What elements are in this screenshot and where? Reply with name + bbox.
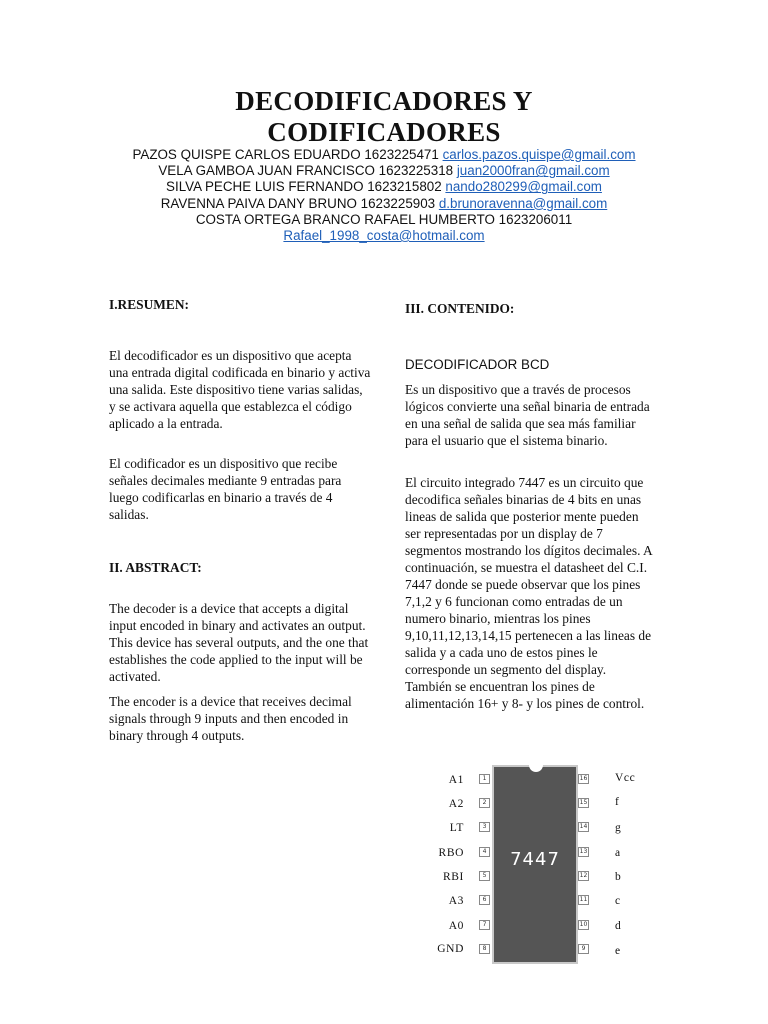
ic-notch xyxy=(529,764,543,772)
pin-label: A3 xyxy=(448,895,464,907)
author-line: VELA GAMBOA JUAN FRANCISCO 1623225318 juan2000fran@gmail.com xyxy=(158,163,610,179)
pin-number: 14 xyxy=(579,823,588,830)
pin-number: 11 xyxy=(579,896,588,903)
title-line-1: DECODIFICADORES Y xyxy=(235,86,533,116)
author-email-link[interactable]: d.brunoravenna@gmail.com xyxy=(438,195,608,211)
pin-number: 9 xyxy=(578,944,589,954)
pin-label: RBO xyxy=(438,847,464,859)
pin-label: Vcc xyxy=(615,772,636,784)
pin-label: LT xyxy=(449,822,464,834)
pin-label: RBI xyxy=(443,871,464,883)
author-line: RAVENNA PAIVA DANY BRUNO 1623225903 d.brunoravenna@gmail.com xyxy=(160,195,608,211)
ic-label: 7447 xyxy=(510,849,560,870)
abstract-paragraph-2: The encoder is a device that receives decimal signals through 9 inputs and then encoded in binary through 4 outputs. xyxy=(109,694,352,743)
pin-number: 8 xyxy=(479,944,490,954)
pin-number: 16 xyxy=(579,775,588,782)
pin-label: A1 xyxy=(448,774,464,786)
pin-number: 15 xyxy=(579,799,588,806)
pin-number: 5 xyxy=(479,871,490,881)
decodificador-bcd-subheading: DECODIFICADOR BCD xyxy=(405,357,550,372)
author-line: SILVA PECHE LUIS FERNANDO 1623215802 nando280299@gmail.com xyxy=(166,179,602,195)
title-line-2: CODIFICADORES xyxy=(267,117,501,147)
contenido-heading: III. CONTENIDO: xyxy=(405,301,515,316)
pin-label: A2 xyxy=(448,798,464,810)
ic-7447-pinout-diagram xyxy=(412,760,652,970)
pin-number: 7 xyxy=(479,920,490,930)
pin-label: d xyxy=(615,920,622,932)
author-email-link[interactable]: Rafael_1998_costa@hotmail.com xyxy=(283,228,485,244)
pin-number: 6 xyxy=(479,895,490,905)
author-email-link[interactable]: juan2000fran@gmail.com xyxy=(456,163,610,179)
pin-number: 12 xyxy=(579,872,588,879)
author-email-link[interactable]: carlos.pazos.quispe@gmail.com xyxy=(442,147,636,162)
resumen-heading: I.RESUMEN: xyxy=(109,297,189,312)
ic-body xyxy=(492,765,578,964)
author-list xyxy=(0,147,768,244)
abstract-paragraph-1: The decoder is a device that accepts a digital input encoded in binary and activates an output. This device has several outputs, and the one that establishes the code applied to the input will be activated. xyxy=(109,601,369,684)
contenido-paragraph-1: Es un dispositivo que a través de procesos lógicos convierte una señal binaria de entrada en una señal de salida que sea más familiar para el usuario que el sistema binario. xyxy=(405,382,650,448)
pin-number: 2 xyxy=(479,798,490,808)
author-line: PAZOS QUISPE CARLOS EDUARDO 1623225471 carlos.pazos.quispe@gmail.com xyxy=(132,147,636,162)
pin-label: a xyxy=(615,847,621,859)
pin-label: A0 xyxy=(448,920,464,932)
pin-number: 4 xyxy=(479,847,490,857)
pin-number: 1 xyxy=(479,774,490,784)
pin-label: g xyxy=(615,822,622,834)
author-email-link[interactable]: nando280299@gmail.com xyxy=(445,179,602,195)
pin-label: e xyxy=(615,945,621,957)
resumen-paragraph-2: El codificador es un dispositivo que recibe señales decimales mediante 9 entradas para luego codificarlas en binario a través de 4 salidas. xyxy=(109,456,342,522)
contenido-paragraph-2: El circuito integrado 7447 es un circuito que decodifica señales binarias de 4 bits en unas lineas de salida que posterior mente pueden ser representadas por un display de 7 segmentos mostrando los dígitos decimales. A continuación, se muestra el datasheet del C.I. 7447 donde se puede observar que los pines 7,1,2 y 6 funcionan como entradas de un numero binario, mientras los pines 9,10,11,12,13,14,15 pertenecen a las lineas de salida y a cada uno de estos pines le corresponde un segmento del display. También se encuentran los pines de alimentación 16+ y 8- y los pines de control. xyxy=(405,475,652,711)
pin-label: GND xyxy=(437,943,464,955)
pin-label: f xyxy=(615,796,620,808)
pin-number: 3 xyxy=(479,822,490,832)
resumen-paragraph-1: El decodificador es un dispositivo que acepta una entrada digital codificada en binario y activa una salida. Este dispositivo tiene varias salidas, y se activara aquella que establezca el código aplicado a la entrada. xyxy=(109,348,371,431)
abstract-heading: II. ABSTRACT: xyxy=(109,560,202,575)
author-line: COSTA ORTEGA BRANCO RAFAEL HUMBERTO 1623206011 xyxy=(195,211,573,227)
pin-label: b xyxy=(615,871,622,883)
author-line xyxy=(0,228,768,244)
pin-number: 10 xyxy=(579,921,588,928)
pin-label: c xyxy=(615,895,621,907)
document-title xyxy=(0,86,768,148)
pin-number: 13 xyxy=(579,848,588,855)
